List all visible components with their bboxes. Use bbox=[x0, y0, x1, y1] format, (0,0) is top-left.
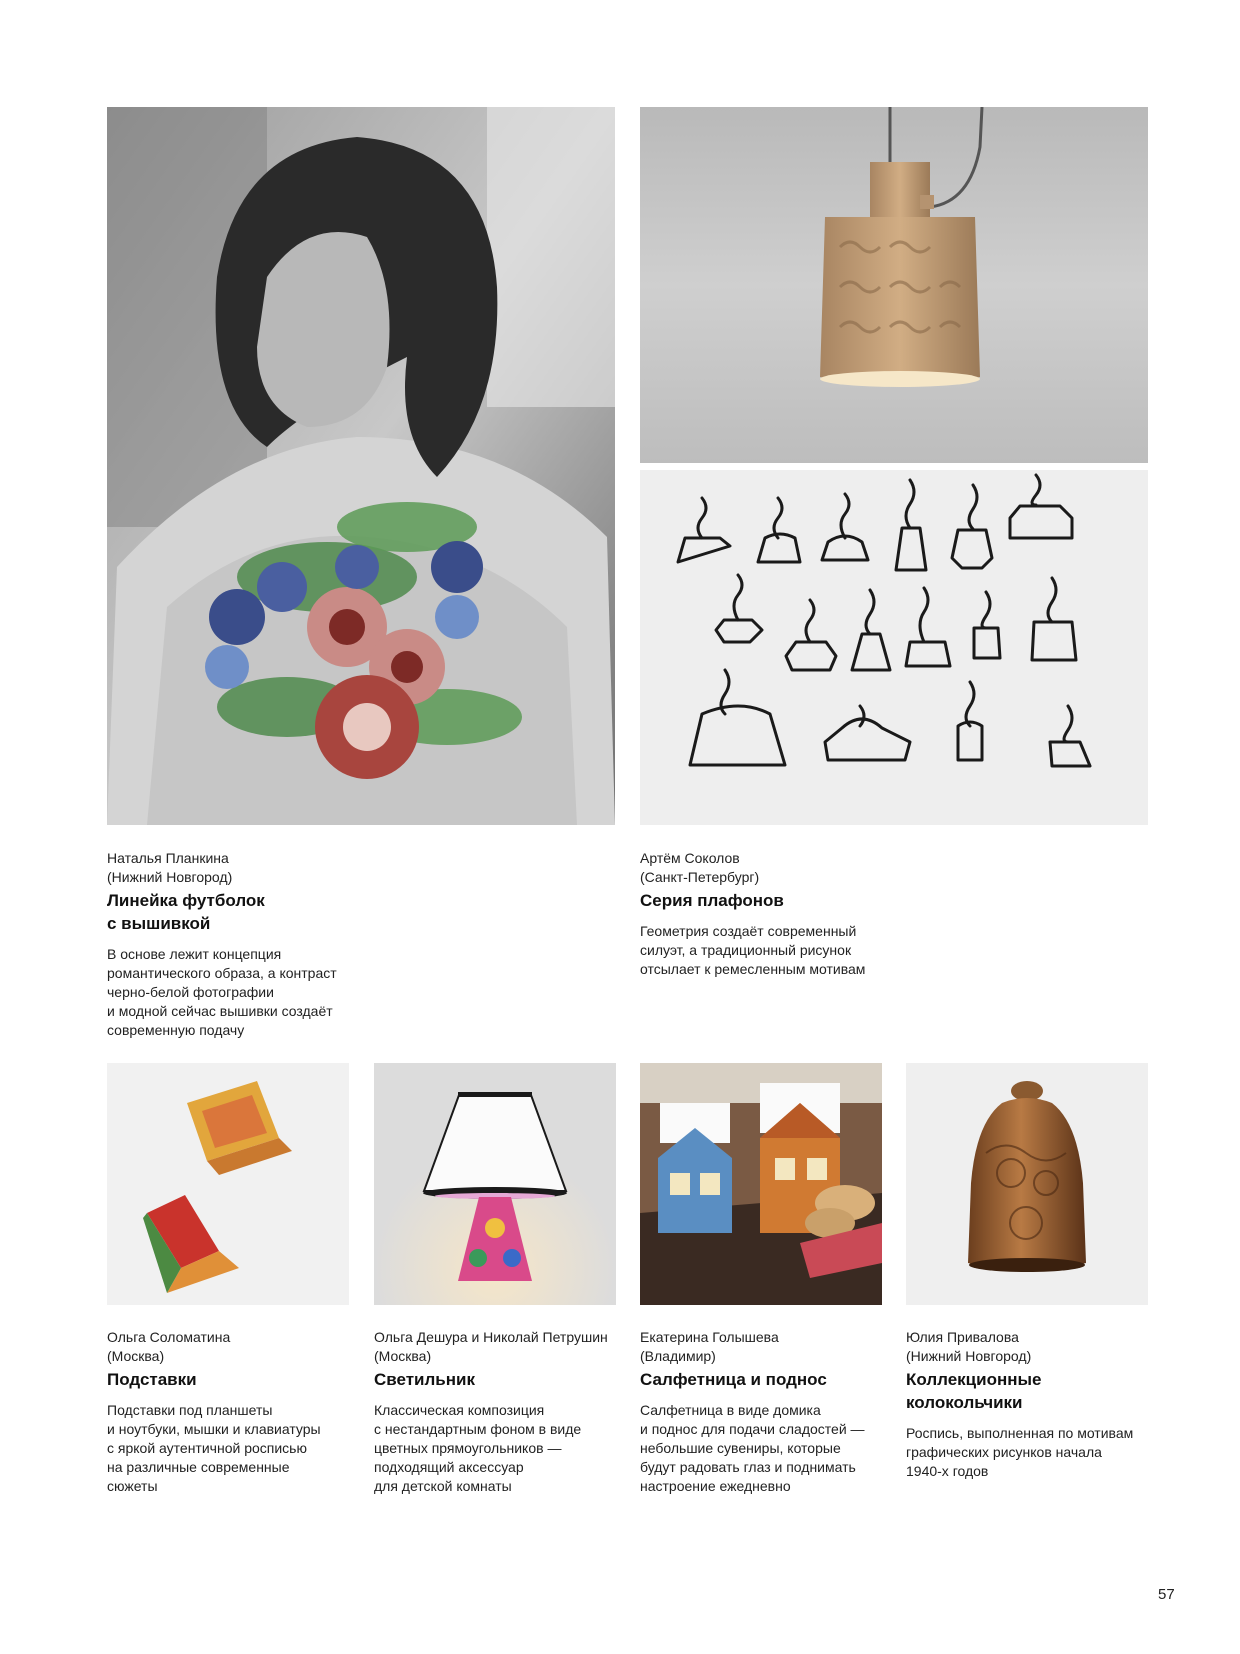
entry-title: Подставки bbox=[107, 1370, 197, 1389]
entry-deshura-petrushin bbox=[374, 1328, 634, 1496]
page-number: 57 bbox=[1158, 1586, 1175, 1603]
entry-description: Геометрия создаёт современный силуэт, а традиционный рисунок отсылает к ремесленным мотивам bbox=[640, 923, 866, 977]
photo-embroidered-tshirt bbox=[107, 107, 615, 825]
entry-title: Коллекционные колокольчики bbox=[906, 1370, 1042, 1412]
entry-golysheva bbox=[640, 1328, 900, 1496]
entry-author: Юлия Привалова (Нижний Новгород) bbox=[906, 1329, 1032, 1364]
entry-title: Серия плафонов bbox=[640, 891, 784, 910]
photo-carved-pendant-lamp bbox=[640, 107, 1148, 463]
photo-collectible-bell bbox=[906, 1063, 1148, 1305]
photo-napkin-holder-and-tray bbox=[640, 1063, 882, 1305]
entry-solomatina bbox=[107, 1328, 367, 1496]
photo-painted-stands bbox=[107, 1063, 349, 1305]
entry-description: Салфетница в виде домика и поднос для подачи сладостей — небольшие сувениры, которые будут радовать глаз и поднимать настроение ежедневно bbox=[640, 1402, 865, 1494]
entry-title: Салфетница и поднос bbox=[640, 1370, 827, 1389]
entry-description: Роспись, выполненная по мотивам графических рисунков начала 1940-х годов bbox=[906, 1425, 1134, 1479]
entry-privalova bbox=[906, 1328, 1166, 1481]
entry-description: Классическая композиция с нестандартным фоном в виде цветных прямоугольников — подходящий аксессуар для детской комнаты bbox=[374, 1402, 582, 1494]
entry-author: Артём Соколов (Санкт-Петербург) bbox=[640, 850, 760, 885]
entry-plankina bbox=[107, 849, 467, 1040]
entry-author: Ольга Соломатина (Москва) bbox=[107, 1329, 231, 1364]
entry-title: Линейка футболок с вышивкой bbox=[107, 891, 265, 933]
entry-author: Ольга Дешура и Николай Петрушин (Москва) bbox=[374, 1329, 608, 1364]
entry-description: Подставки под планшеты и ноутбуки, мышки и клавиатуры с яркой аутентичной росписью на различные современные сюжеты bbox=[107, 1402, 321, 1494]
entry-description: В основе лежит концепция романтического образа, а контраст черно-белой фотографии и модной сейчас вышивки создаёт современную подачу bbox=[107, 946, 337, 1038]
entry-author: Екатерина Голышева (Владимир) bbox=[640, 1329, 779, 1364]
photo-table-lamp bbox=[374, 1063, 616, 1305]
entry-author: Наталья Планкина (Нижний Новгород) bbox=[107, 850, 233, 885]
entry-sokolov bbox=[640, 849, 1000, 979]
photo-lampshade-sketches bbox=[640, 470, 1148, 825]
entry-title: Светильник bbox=[374, 1370, 475, 1389]
